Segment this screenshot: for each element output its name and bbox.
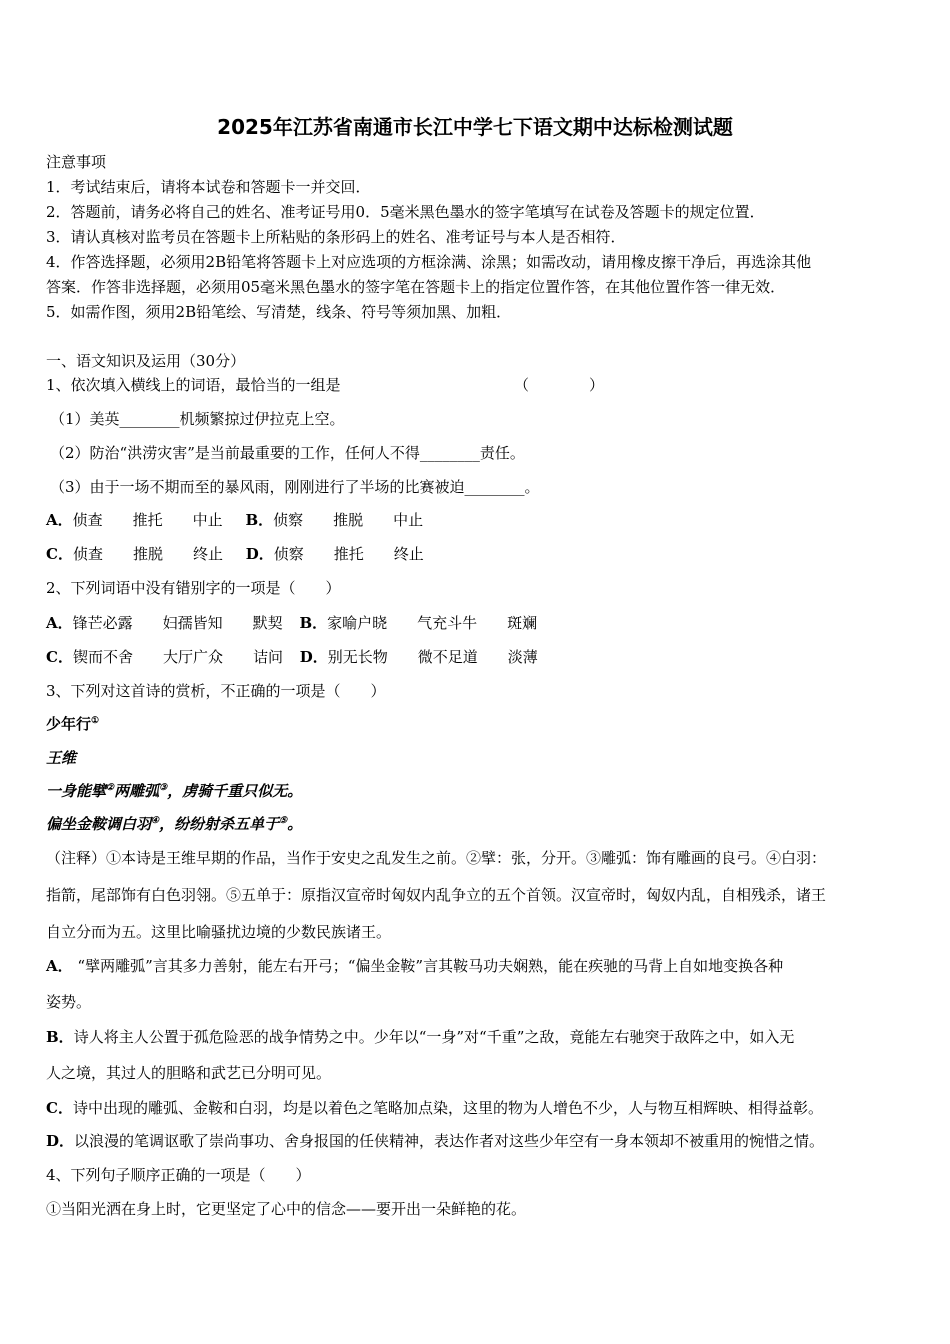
option-d-text: 别无长物 微不足道 淡薄	[327, 648, 538, 666]
question-1-stem	[46, 375, 605, 395]
option-c-text: 锲而不舍 大厅广众 诘问	[72, 648, 283, 666]
question-3-option-c	[46, 1098, 823, 1118]
poem-text: ，纷纷射杀五单于	[159, 815, 280, 833]
question-1-sub: （1）美英________机频繁掠过伊拉克上空。	[50, 410, 345, 428]
poem-text: 。	[287, 815, 303, 833]
poem-text: ，虏骑千重只似无。	[167, 782, 303, 800]
poem-text: 一身能擘	[46, 782, 107, 800]
poem-note: 指箭，尾部饰有白色羽翎。⑤五单于：原指汉宣帝时匈奴内乱争立的五个首领。汉宣帝时，匈奴内乱，自相残杀，诸王	[46, 886, 827, 904]
option-a-text: 侦查 推托 中止	[72, 511, 223, 529]
question-1-options-ab	[46, 510, 423, 530]
footnote-mark: ③	[159, 783, 168, 793]
footnote-mark: ②	[106, 783, 115, 793]
question-3-option-d	[46, 1131, 824, 1151]
poem-line	[46, 781, 302, 801]
notice-item: 1．考试结束后，请将本试卷和答题卡一并交回．	[46, 178, 371, 196]
question-2-options-ab	[46, 613, 537, 633]
option-b-label: B．	[299, 614, 328, 632]
option-a-label: A．	[46, 511, 73, 529]
option-c-text: 诗中出现的雕弧、金鞍和白羽，均是以着色之笔略加点染，这里的物为人增色不少，人与物互相辉映、相得益彰。	[72, 1099, 823, 1117]
option-c-text: 侦查 推脱 终止	[72, 545, 223, 563]
poem-text: 偏坐金鞍调白羽	[46, 815, 152, 833]
notice-item: 5．如需作图，须用2B铅笔绘、写清楚，线条、符号等须加黑、加粗．	[46, 303, 512, 321]
option-d-label: D．	[46, 1132, 75, 1150]
notice-item: 4．作答选择题，必须用2B铅笔将答题卡上对应选项的方框涂满、涂黑；如需改动，请用橡皮擦干净后，再选涂其他	[46, 253, 812, 271]
question-stem-text: 1、依次填入横线上的词语，最恰当的一组是	[46, 376, 341, 394]
option-b-label: B．	[46, 1028, 74, 1046]
option-b-label: B．	[245, 511, 274, 529]
footnote-mark: ⑤	[279, 816, 288, 826]
option-c-label: C．	[46, 545, 73, 563]
option-b-text: 诗人将主人公置于孤危险恶的战争情势之中。少年以“一身”对“千重”之敌，竟能左右驰突于敌阵之中，如入无	[73, 1028, 795, 1046]
footnote-mark: ①	[91, 716, 100, 726]
option-d-label: D．	[245, 545, 274, 563]
option-d-text: 侦察 推托 终止	[273, 545, 424, 563]
notice-heading: 注意事项	[46, 153, 107, 171]
option-b-text: 侦察 推脱 中止	[273, 511, 424, 529]
poem-title-text: 少年行	[46, 715, 92, 733]
option-a-text: 锋芒必露 妇孺皆知 默契	[72, 614, 283, 632]
page-title: 2025年江苏省南通市长江中学七下语文期中达标检测试题	[217, 115, 733, 139]
option-c-label: C．	[46, 648, 73, 666]
question-2-stem: 2、下列词语中没有错别字的一项是（ ）	[46, 579, 341, 597]
question-3-option-a-cont: 姿势。	[46, 993, 92, 1011]
notice-item: 3．请认真核对监考员在答题卡上所粘贴的条形码上的姓名、准考证号与本人是否相符．	[46, 228, 626, 246]
poem-line	[46, 814, 302, 834]
question-1-sub: （2）防治“洪涝灾害”是当前最重要的工作，任何人不得________责任。	[50, 444, 525, 462]
section-heading: 一、语文知识及运用（30分）	[46, 352, 246, 370]
option-a-label: A．	[46, 614, 73, 632]
notice-item: 2．答题前，请务必将自己的姓名、准考证号用0．5毫米黑色墨水的签字笔填写在试卷及答题卡的规定位置．	[46, 203, 765, 221]
question-2-options-cd	[46, 647, 538, 667]
poem-note: 自立分而为五。这里比喻骚扰边境的少数民族诸王。	[46, 923, 392, 941]
footnote-mark: ④	[151, 816, 160, 826]
option-b-text: 家喻户晓 气充斗牛 斑斓	[327, 614, 538, 632]
question-1-sub: （3）由于一场不期而至的暴风雨，刚刚进行了半场的比赛被迫________。	[50, 478, 540, 496]
poem-text: 两雕弧	[114, 782, 160, 800]
poem-title	[46, 714, 99, 734]
question-3-option-b-cont: 人之境，其过人的胆略和武艺已分明可见。	[46, 1064, 332, 1082]
option-d-label: D．	[299, 648, 328, 666]
option-a-label: A．	[46, 957, 73, 975]
poem-author: 王维	[46, 749, 77, 767]
option-a-text: “擘两雕弧”言其多力善射，能左右开弓；“偏坐金鞍”言其鞍马功夫娴熟，能在疾驰的马背上自如地变换各种	[72, 957, 784, 975]
question-1-options-cd	[46, 544, 424, 564]
option-d-text: 以浪漫的笔调讴歌了崇尚事功、舍身报国的任侠精神，表达作者对这些少年空有一身本领却不被重用的惋惜之情。	[74, 1132, 825, 1150]
question-3-stem: 3、下列对这首诗的赏析，不正确的一项是（ ）	[46, 682, 386, 700]
notice-item: 答案．作答非选择题，必须用05毫米黑色墨水的签字笔在答题卡上的指定位置作答，在其他位置作答一律无效．	[46, 278, 786, 296]
question-4-sentence: ①当阳光洒在身上时，它更坚定了心中的信念——要开出一朵鲜艳的花。	[46, 1200, 527, 1218]
answer-paren: （ ）	[514, 376, 605, 394]
poem-note: （注释）①本诗是王维早期的作品，当作于安史之乱发生之前。②擘：张，分开。③雕弧：饰有雕画的良弓。④白羽：	[46, 849, 827, 867]
question-4-stem: 4、下列句子顺序正确的一项是（ ）	[46, 1166, 311, 1184]
question-3-option-b	[46, 1027, 794, 1047]
option-c-label: C．	[46, 1099, 73, 1117]
question-3-option-a	[46, 956, 783, 976]
